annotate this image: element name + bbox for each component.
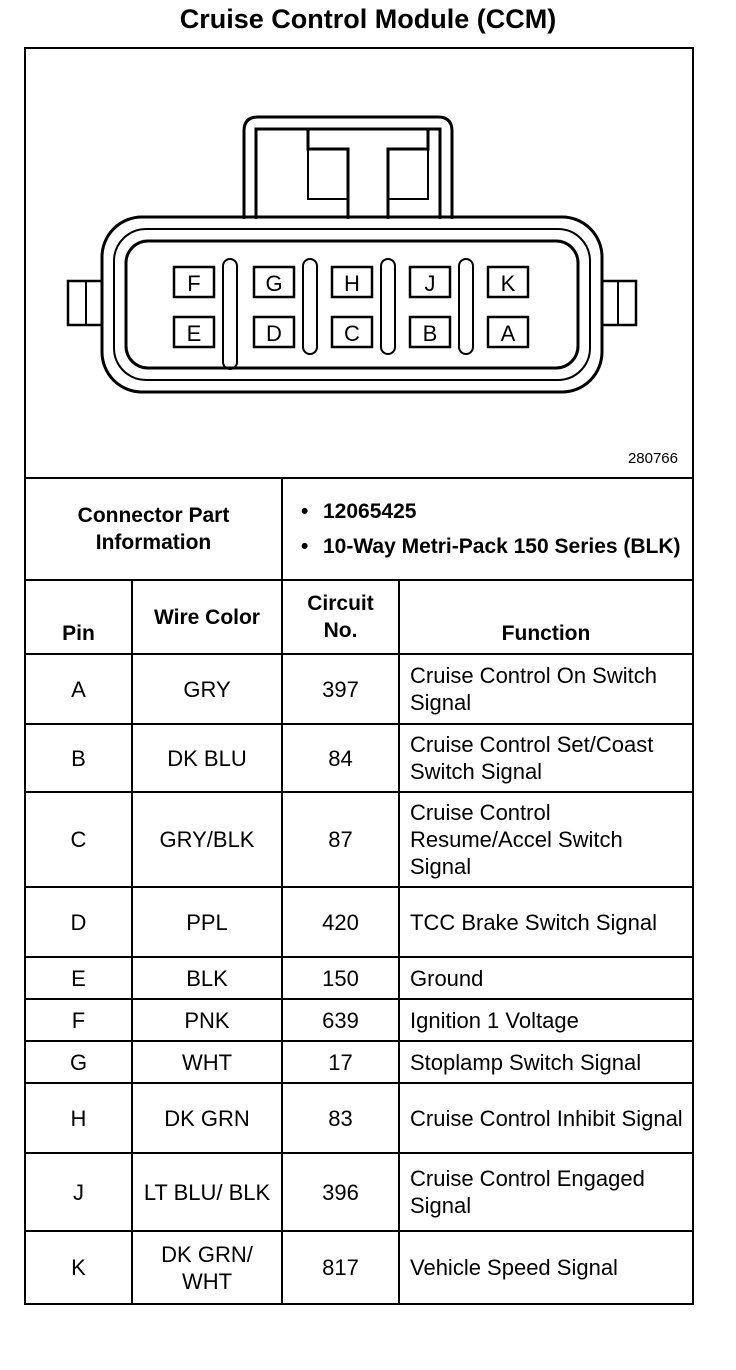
diagram-id: 280766	[627, 450, 678, 467]
circuit-cell: 639	[282, 999, 399, 1041]
wire-color-cell: DK GRN	[132, 1083, 282, 1153]
pin-label: G	[265, 271, 283, 296]
bullet-text: 10-Way Metri-Pack 150 Series (BLK)	[323, 535, 681, 558]
circuit-cell: 150	[282, 957, 399, 999]
divider-2	[303, 259, 317, 354]
connector-diagram	[26, 49, 692, 477]
function-cell: Cruise Control Set/Coast Switch Signal	[399, 724, 692, 792]
divider-3	[381, 259, 395, 354]
connector-part-number	[301, 498, 684, 525]
circuit-cell: 17	[282, 1041, 399, 1083]
table-row	[26, 1231, 692, 1303]
header-function: Function	[399, 580, 692, 654]
table-row	[26, 654, 692, 724]
connector-info-bullets	[282, 478, 692, 580]
function-cell: Cruise Control Resume/Accel Switch Signal	[399, 792, 692, 887]
connector-body-core	[126, 241, 578, 368]
pin-cell: D	[26, 887, 132, 957]
circuit-cell: 87	[282, 792, 399, 887]
bullet-text: 12065425	[323, 500, 417, 523]
circuit-cell: 817	[282, 1231, 399, 1303]
wire-color-cell: DK BLU	[132, 724, 282, 792]
function-cell: TCC Brake Switch Signal	[399, 887, 692, 957]
pin-cell: K	[26, 1231, 132, 1303]
pin-cell: F	[26, 999, 132, 1041]
wire-color-cell: GRY/BLK	[132, 792, 282, 887]
function-cell: Ignition 1 Voltage	[399, 999, 692, 1041]
table-row	[26, 1041, 692, 1083]
wire-color-cell: GRY	[132, 654, 282, 724]
pinout-rows	[26, 654, 692, 1303]
pin-label: B	[422, 321, 438, 346]
table-row	[26, 792, 692, 887]
table-row	[26, 1083, 692, 1153]
connector-info-row	[26, 478, 692, 580]
function-cell: Cruise Control Engaged Signal	[399, 1153, 692, 1231]
pin-cell: E	[26, 957, 132, 999]
divider-4	[459, 259, 473, 354]
table-row	[26, 887, 692, 957]
pin-label: E	[186, 321, 202, 346]
function-cell: Cruise Control Inhibit Signal	[399, 1083, 692, 1153]
pin-label: C	[344, 321, 360, 346]
circuit-cell: 84	[282, 724, 399, 792]
bullet-icon: •	[301, 500, 309, 523]
wire-color-cell: PPL	[132, 887, 282, 957]
pin-label: H	[344, 271, 360, 296]
latch-key	[308, 129, 428, 219]
circuit-cell: 396	[282, 1153, 399, 1231]
pin-cell: H	[26, 1083, 132, 1153]
wire-color-cell: LT BLU/ BLK	[132, 1153, 282, 1231]
wire-color-cell: WHT	[132, 1041, 282, 1083]
pinout-table	[26, 477, 692, 1303]
bullet-icon: •	[301, 535, 309, 558]
connector-frame	[24, 47, 694, 1305]
connector-face-drawing	[26, 49, 692, 477]
connector-body-outer	[102, 217, 602, 392]
function-cell: Ground	[399, 957, 692, 999]
header-row	[26, 580, 692, 654]
pin-label: D	[266, 321, 282, 346]
circuit-cell: 83	[282, 1083, 399, 1153]
pin-label: J	[424, 271, 436, 296]
pin-label: F	[187, 271, 201, 296]
table-row	[26, 724, 692, 792]
wire-color-cell: PNK	[132, 999, 282, 1041]
page-title: Cruise Control Module (CCM)	[179, 4, 557, 34]
wire-color-cell: BLK	[132, 957, 282, 999]
pin-cavities	[174, 267, 528, 347]
table-row	[26, 999, 692, 1041]
table-row	[26, 957, 692, 999]
pin-label: K	[500, 271, 516, 296]
table-row	[26, 1153, 692, 1231]
connector-body-inner	[114, 229, 590, 380]
function-cell: Vehicle Speed Signal	[399, 1231, 692, 1303]
header-wire-color: Wire Color	[132, 580, 282, 654]
wire-color-cell: DK GRN/ WHT	[132, 1231, 282, 1303]
connector-info-label: Connector Part Information	[26, 478, 282, 580]
divider-1	[223, 259, 237, 369]
pin-cell: B	[26, 724, 132, 792]
pin-cell: G	[26, 1041, 132, 1083]
header-circuit-no: Circuit No.	[282, 580, 399, 654]
header-pin: Pin	[26, 580, 132, 654]
pin-cell: C	[26, 792, 132, 887]
circuit-cell: 397	[282, 654, 399, 724]
pin-label: A	[500, 321, 516, 346]
pin-cell: J	[26, 1153, 132, 1231]
pin-cell: A	[26, 654, 132, 724]
connector-series	[301, 533, 684, 560]
circuit-cell: 420	[282, 887, 399, 957]
function-cell: Stoplamp Switch Signal	[399, 1041, 692, 1083]
function-cell: Cruise Control On Switch Signal	[399, 654, 692, 724]
